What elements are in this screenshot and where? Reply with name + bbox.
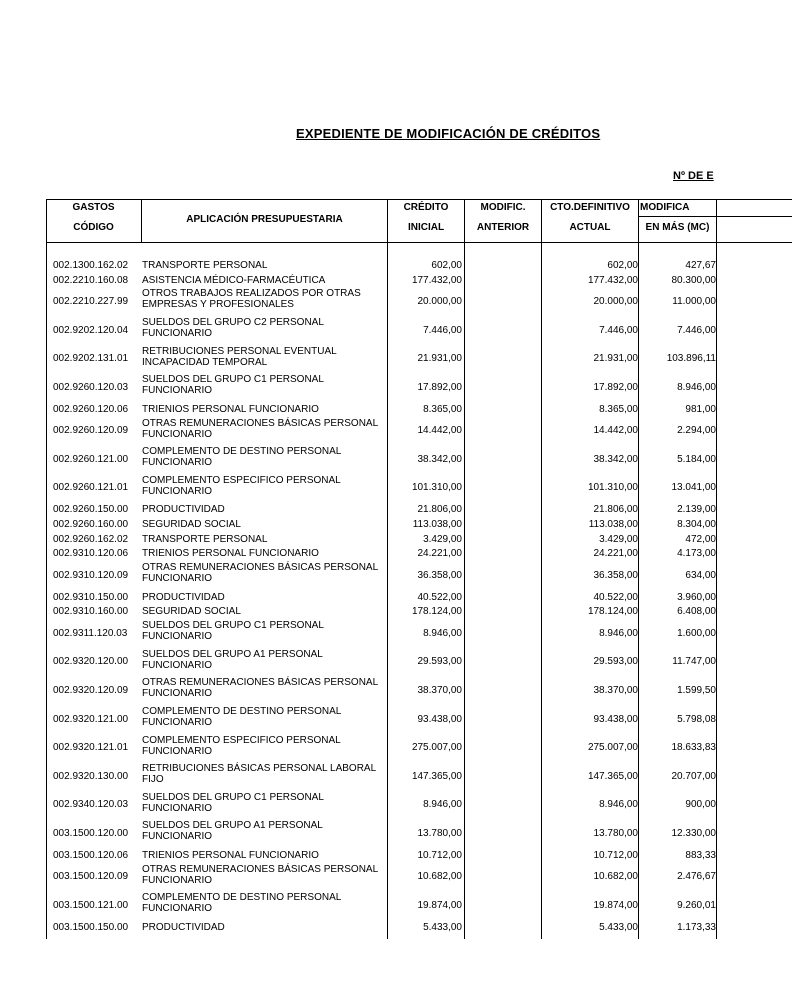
- row-credito-inicial: 178.124,00: [411, 606, 462, 618]
- row-credito-actual: 14.442,00: [593, 425, 638, 437]
- header-inicial: INICIAL: [407, 222, 445, 233]
- row-credito-actual: 21.931,00: [593, 353, 638, 365]
- table-row: [46, 848, 792, 863]
- table-row: [46, 402, 792, 417]
- row-credito-actual: 602,00: [607, 259, 638, 271]
- row-description: OTRAS REMUNERACIONES BÁSICAS PERSONAL FUNCIONARIO: [142, 677, 378, 700]
- row-modificacion-en-mas: 634,00: [685, 569, 716, 581]
- row-code: 003.1500.120.06: [53, 849, 129, 861]
- row-modificacion-en-mas: 18.633,83: [671, 742, 716, 754]
- table-row: [46, 474, 792, 503]
- header-actual: ACTUAL: [569, 222, 611, 233]
- table-row: [46, 762, 792, 791]
- row-code: 002.9260.162.02: [53, 533, 129, 545]
- row-modificacion-en-mas: 1.599,50: [677, 685, 716, 697]
- row-code: 002.9202.131.01: [53, 353, 129, 365]
- row-code: 002.9202.120.04: [53, 324, 129, 336]
- row-credito-inicial: 101.310,00: [411, 482, 462, 494]
- row-credito-inicial: 10.712,00: [417, 849, 462, 861]
- table-row: [46, 517, 792, 532]
- row-credito-actual: 19.874,00: [593, 899, 638, 911]
- row-code: 002.1300.162.02: [53, 259, 129, 271]
- row-description: SUELDOS DEL GRUPO C2 PERSONAL FUNCIONARIO: [142, 317, 324, 339]
- row-code: 003.1500.120.00: [53, 828, 129, 840]
- row-credito-inicial: 38.342,00: [417, 453, 462, 465]
- row-credito-actual: 147.365,00: [587, 770, 638, 782]
- row-credito-actual: 113.038,00: [588, 518, 638, 530]
- row-description: OTRAS REMUNERACIONES BÁSICAS PERSONAL FUNCIONARIO: [142, 417, 378, 440]
- row-modificacion-en-mas: 883,33: [685, 849, 716, 861]
- row-description: OTRAS REMUNERACIONES BÁSICAS PERSONAL FUNCIONARIO: [142, 562, 378, 585]
- table-row: [46, 373, 792, 402]
- row-credito-inicial: 8.365,00: [423, 403, 462, 415]
- row-code: 002.2210.160.08: [53, 274, 129, 286]
- row-code: 002.9260.120.03: [53, 381, 129, 393]
- row-modificacion-en-mas: 7.446,00: [677, 324, 716, 336]
- row-description: PRODUCTIVIDAD: [142, 591, 225, 603]
- row-modificacion-en-mas: 427,67: [685, 259, 716, 271]
- row-modificacion-en-mas: 8.946,00: [677, 381, 716, 393]
- row-credito-actual: 10.682,00: [593, 871, 638, 883]
- row-credito-actual: 13.780,00: [593, 828, 638, 840]
- row-credito-inicial: 10.682,00: [417, 871, 462, 883]
- row-code: 002.9320.121.00: [53, 713, 129, 725]
- row-credito-actual: 275.007,00: [587, 742, 638, 754]
- table-row: [46, 273, 792, 288]
- table-row: [46, 590, 792, 605]
- row-credito-inicial: 275.007,00: [411, 742, 462, 754]
- row-description: SEGURIDAD SOCIAL: [142, 606, 241, 618]
- row-code: 002.9310.120.06: [53, 548, 129, 560]
- row-credito-actual: 101.310,00: [587, 482, 638, 494]
- header-aplicacion: APLICACIÓN PRESUPUESTARIA: [186, 214, 343, 225]
- row-modificacion-en-mas: 4.173,00: [677, 548, 716, 560]
- row-modificacion-en-mas: 103.896,11: [666, 353, 716, 365]
- row-credito-actual: 38.342,00: [593, 453, 638, 465]
- row-credito-inicial: 21.931,00: [417, 353, 462, 365]
- row-description: RETRIBUCIONES BÁSICAS PERSONAL LABORAL FIJO: [142, 763, 376, 786]
- table-row: [46, 863, 792, 892]
- row-modificacion-en-mas: 1.173,33: [677, 921, 716, 933]
- row-description: COMPLEMENTO ESPECIFICO PERSONAL FUNCIONARIO: [142, 474, 341, 497]
- row-credito-inicial: 7.446,00: [423, 324, 462, 336]
- table-row: [46, 561, 792, 590]
- row-credito-inicial: 177.432,00: [411, 274, 462, 286]
- row-modificacion-en-mas: 900,00: [685, 799, 716, 811]
- row-code: 003.1500.121.00: [53, 899, 129, 911]
- row-credito-actual: 8.946,00: [599, 627, 638, 639]
- row-credito-inicial: 602,00: [431, 259, 462, 271]
- row-credito-inicial: 19.874,00: [417, 899, 462, 911]
- row-code: 002.9310.120.09: [53, 569, 129, 581]
- row-credito-actual: 8.365,00: [599, 403, 638, 415]
- row-credito-actual: 8.946,00: [599, 799, 638, 811]
- row-code: 002.9260.150.00: [53, 504, 129, 516]
- row-description: ASISTENCIA MÉDICO-FARMACÉUTICA: [142, 274, 326, 286]
- row-credito-inicial: 36.358,00: [417, 569, 462, 581]
- row-credito-actual: 24.221,00: [593, 548, 638, 560]
- row-credito-inicial: 113.038,00: [412, 518, 462, 530]
- header-gastos: GASTOS: [72, 202, 115, 213]
- expedient-number-label: Nº DE E: [673, 170, 714, 182]
- row-description: PRODUCTIVIDAD: [142, 921, 225, 933]
- row-description: COMPLEMENTO ESPECIFICO PERSONAL FUNCIONARIO: [142, 734, 341, 757]
- row-credito-actual: 40.522,00: [593, 591, 638, 603]
- row-credito-inicial: 20.000,00: [417, 296, 462, 308]
- row-modificacion-en-mas: 981,00: [685, 403, 716, 415]
- row-code: 002.9260.121.01: [53, 482, 129, 494]
- row-credito-actual: 36.358,00: [593, 569, 638, 581]
- row-description: SUELDOS DEL GRUPO C1 PERSONAL FUNCIONARIO: [142, 791, 324, 814]
- row-credito-actual: 20.000,00: [593, 296, 638, 308]
- row-modificacion-en-mas: 472,00: [685, 533, 716, 545]
- row-modificacion-en-mas: 9.260,01: [677, 899, 716, 911]
- row-credito-actual: 178.124,00: [587, 606, 638, 618]
- row-credito-inicial: 38.370,00: [417, 685, 462, 697]
- row-modificacion-en-mas: 6.408,00: [677, 606, 716, 618]
- row-modificacion-en-mas: 12.330,00: [671, 828, 716, 840]
- row-credito-inicial: 93.438,00: [417, 713, 462, 725]
- table-row: [46, 819, 792, 848]
- row-code: 002.9320.130.00: [53, 770, 129, 782]
- row-credito-actual: 3.429,00: [599, 533, 638, 545]
- row-credito-inicial: 8.946,00: [423, 627, 462, 639]
- row-credito-actual: 21.806,00: [593, 504, 638, 516]
- header-credito: CRÉDITO: [403, 202, 449, 213]
- row-description: TRIENIOS PERSONAL FUNCIONARIO: [142, 849, 319, 861]
- row-description: OTROS TRABAJOS REALIZADOS POR OTRAS EMPRESAS Y PROFESIONALES: [142, 288, 361, 311]
- row-description: SUELDOS DEL GRUPO A1 PERSONAL FUNCIONARIO: [142, 820, 323, 843]
- table-row: [46, 648, 792, 677]
- row-credito-actual: 17.892,00: [593, 381, 638, 393]
- row-description: SUELDOS DEL GRUPO A1 PERSONAL FUNCIONARIO: [142, 648, 323, 671]
- row-credito-actual: 10.712,00: [593, 849, 638, 861]
- row-code: 002.9260.120.09: [53, 425, 129, 437]
- row-modificacion-en-mas: 1.600,00: [677, 627, 716, 639]
- row-description: RETRIBUCIONES PERSONAL EVENTUAL INCAPACIDAD TEMPORAL: [142, 345, 337, 368]
- table-row: [46, 604, 792, 619]
- row-credito-inicial: 8.946,00: [423, 799, 462, 811]
- table-top-border: [46, 199, 792, 200]
- table-row: [46, 891, 792, 920]
- row-modificacion-en-mas: 80.300,00: [671, 274, 716, 286]
- row-description: SUELDOS DEL GRUPO C1 PERSONAL FUNCIONARIO: [142, 374, 324, 397]
- row-code: 002.9320.120.00: [53, 656, 129, 668]
- row-modificacion-en-mas: 8.304,00: [677, 518, 716, 530]
- row-code: 002.9260.160.00: [53, 518, 129, 530]
- row-modificacion-en-mas: 5.798,08: [677, 713, 716, 725]
- row-description: TRIENIOS PERSONAL FUNCIONARIO: [142, 403, 319, 415]
- row-code: 002.9340.120.03: [53, 799, 129, 811]
- table-row: [46, 445, 792, 474]
- row-code: 003.1500.150.00: [53, 921, 129, 933]
- row-code: 002.9260.121.00: [53, 453, 129, 465]
- row-credito-actual: 7.446,00: [599, 324, 638, 336]
- header-codigo: CÓDIGO: [73, 222, 114, 233]
- table-row: [46, 546, 792, 561]
- row-description: SEGURIDAD SOCIAL: [142, 518, 241, 530]
- row-description: TRANSPORTE PERSONAL: [142, 259, 268, 271]
- row-description: TRANSPORTE PERSONAL: [142, 533, 268, 545]
- row-credito-inicial: 21.806,00: [417, 504, 462, 516]
- row-credito-actual: 5.433,00: [599, 921, 638, 933]
- row-credito-inicial: 13.780,00: [417, 828, 462, 840]
- table-row: [46, 920, 792, 935]
- table-row: [46, 502, 792, 517]
- row-modificacion-en-mas: 2.294,00: [677, 425, 716, 437]
- table-row: [46, 791, 792, 820]
- row-credito-actual: 38.370,00: [593, 685, 638, 697]
- row-code: 003.1500.120.09: [53, 871, 129, 883]
- row-modificacion-en-mas: 11.747,00: [672, 656, 716, 668]
- row-credito-inicial: 17.892,00: [417, 381, 462, 393]
- row-modificacion-en-mas: 20.707,00: [671, 770, 716, 782]
- row-credito-inicial: 5.433,00: [423, 921, 462, 933]
- table-row: [46, 676, 792, 705]
- row-description: COMPLEMENTO DE DESTINO PERSONAL FUNCIONARIO: [142, 446, 341, 469]
- row-modificacion-en-mas: 11.000,00: [672, 296, 716, 308]
- table-row: [46, 345, 792, 374]
- table-row: [46, 316, 792, 345]
- table-row: [46, 619, 792, 648]
- table-row: [46, 734, 792, 763]
- header-cto-definitivo: CTO.DEFINITIVO: [550, 202, 630, 213]
- row-description: SUELDOS DEL GRUPO C1 PERSONAL FUNCIONARIO: [142, 620, 324, 643]
- row-credito-inicial: 29.593,00: [417, 656, 462, 668]
- row-credito-inicial: 147.365,00: [411, 770, 462, 782]
- table-row: [46, 258, 792, 273]
- budget-table: [46, 199, 792, 939]
- document-title: EXPEDIENTE DE MODIFICACIÓN DE CRÉDITOS: [296, 126, 601, 141]
- row-code: 002.9320.121.01: [53, 742, 129, 754]
- header-anterior: ANTERIOR: [476, 222, 530, 233]
- table-row: [46, 705, 792, 734]
- row-credito-actual: 177.432,00: [587, 274, 638, 286]
- row-modificacion-en-mas: 2.476,67: [677, 871, 716, 883]
- row-code: 002.9260.120.06: [53, 403, 129, 415]
- row-description: OTRAS REMUNERACIONES BÁSICAS PERSONAL FUNCIONARIO: [142, 863, 378, 886]
- row-modificacion-en-mas: 13.041,00: [671, 482, 716, 494]
- header-bottom-border: [46, 242, 792, 243]
- row-code: 002.9320.120.09: [53, 685, 129, 697]
- row-modificacion-en-mas: 2.139,00: [677, 504, 716, 516]
- row-credito-actual: 93.438,00: [593, 713, 638, 725]
- row-credito-inicial: 24.221,00: [417, 548, 462, 560]
- header-modificacion: MODIFICA: [640, 202, 690, 213]
- row-modificacion-en-mas: 5.184,00: [677, 453, 716, 465]
- row-credito-inicial: 40.522,00: [417, 591, 462, 603]
- row-credito-actual: 29.593,00: [593, 656, 638, 668]
- row-description: PRODUCTIVIDAD: [142, 504, 225, 516]
- header-en-mas: EN MÁS (MC): [645, 222, 710, 233]
- table-row: [46, 287, 792, 316]
- row-code: 002.9310.160.00: [53, 606, 129, 618]
- row-credito-inicial: 3.429,00: [423, 533, 462, 545]
- row-modificacion-en-mas: 3.960,00: [677, 591, 716, 603]
- row-code: 002.2210.227.99: [53, 296, 129, 308]
- row-code: 002.9310.150.00: [53, 591, 129, 603]
- row-description: COMPLEMENTO DE DESTINO PERSONAL FUNCIONARIO: [142, 892, 341, 915]
- header-modific: MODIFIC.: [480, 202, 526, 213]
- table-row: [46, 532, 792, 547]
- row-description: TRIENIOS PERSONAL FUNCIONARIO: [142, 548, 319, 560]
- row-description: COMPLEMENTO DE DESTINO PERSONAL FUNCIONARIO: [142, 705, 341, 728]
- row-code: 002.9311.120.03: [53, 627, 128, 639]
- row-credito-inicial: 14.442,00: [417, 425, 462, 437]
- table-row: [46, 417, 792, 446]
